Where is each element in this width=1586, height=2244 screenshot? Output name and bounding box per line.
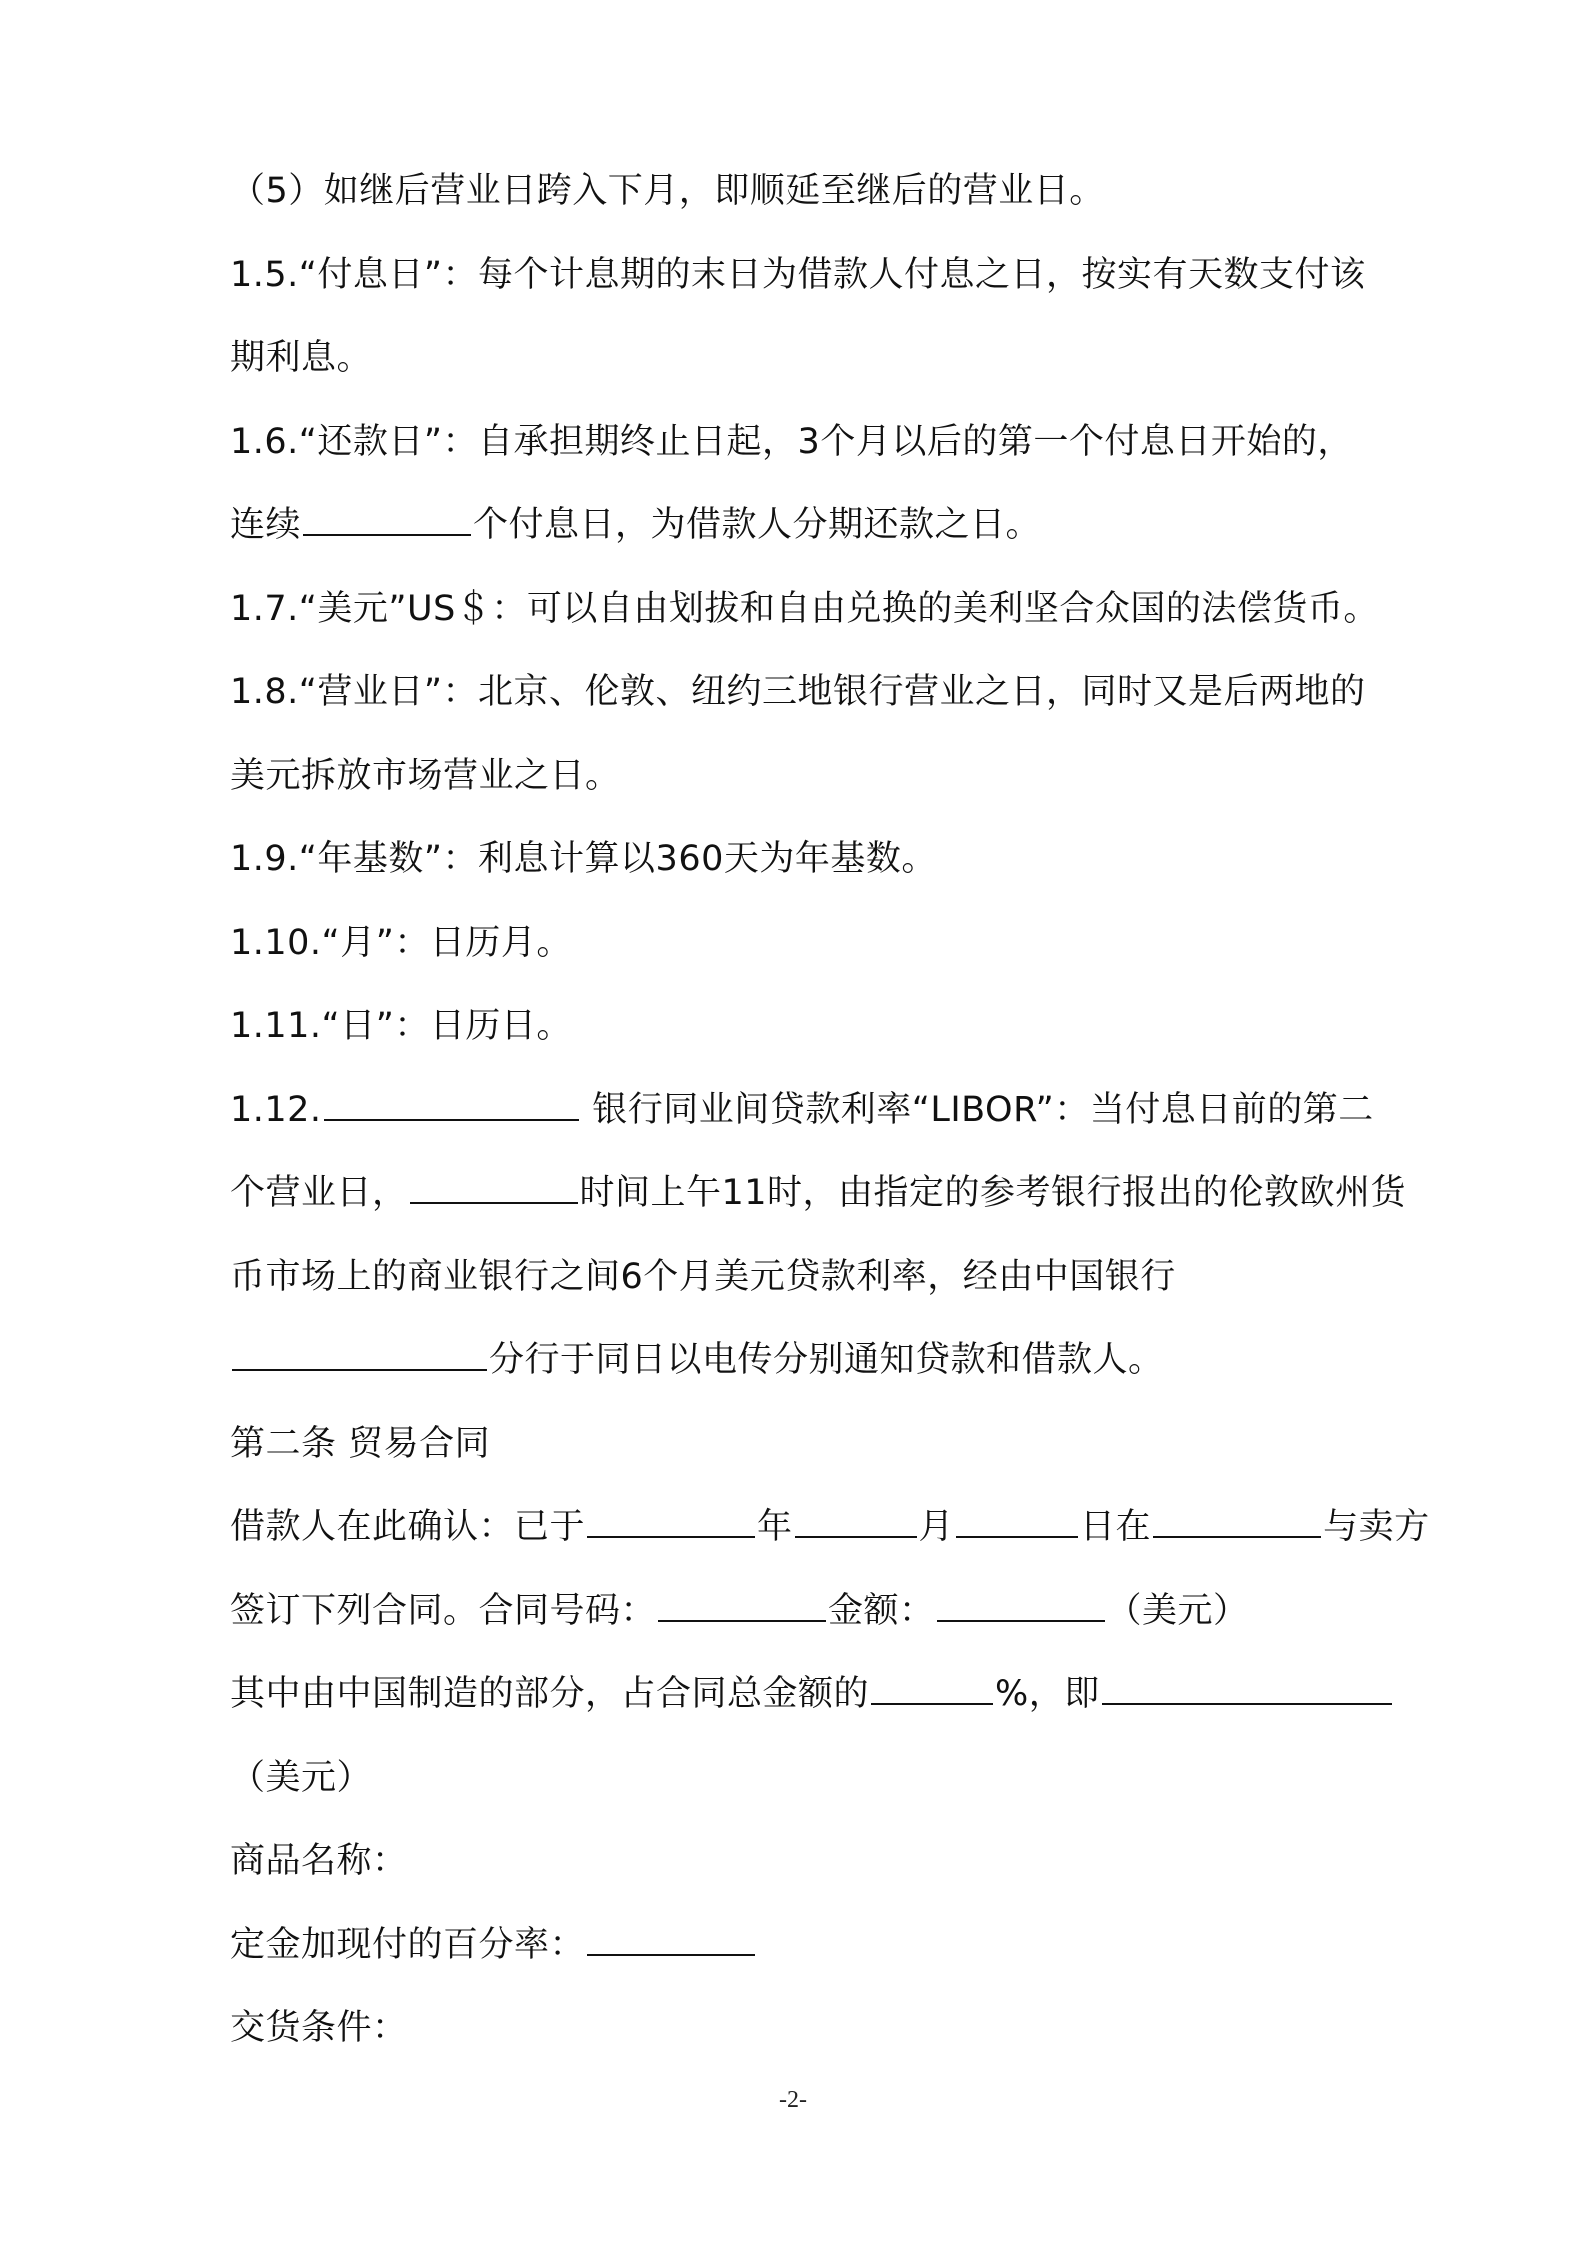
- text-line: [230, 1486, 1450, 1570]
- text-segment: 金额：: [828, 1590, 935, 1631]
- text-segment: 币市场上的商业银行之间6个月美元贷款利率，经由中国银行: [230, 1256, 1176, 1297]
- text-line: [230, 818, 1450, 902]
- text-line: [230, 651, 1450, 735]
- text-line: [230, 1152, 1450, 1236]
- text-line: [230, 1069, 1450, 1153]
- text-segment: 期利息。: [230, 338, 373, 378]
- fill-in-blank: [587, 1506, 755, 1538]
- fill-in-blank: [303, 504, 471, 536]
- text-line: [230, 1319, 1450, 1403]
- fill-in-blank: [232, 1339, 487, 1371]
- text-line: [230, 234, 1450, 318]
- text-line: [230, 150, 1450, 234]
- page-number: -2-: [779, 2087, 807, 2113]
- text-line: [230, 1987, 1450, 2071]
- text-segment: 签订下列合同。合同号码：: [230, 1590, 657, 1631]
- fill-in-blank: [956, 1506, 1078, 1538]
- text-line: [230, 1403, 1450, 1487]
- text-segment: 1.8.“营业日”：北京、伦敦、纽约三地银行营业之日，同时又是后两地的: [230, 672, 1366, 712]
- text-segment: %，即: [995, 1674, 1100, 1714]
- text-segment: 第二条 贸易合同: [230, 1423, 491, 1464]
- text-segment: 商品名称：: [230, 1841, 408, 1881]
- text-segment: 1.7.“美元”US＄：可以自由划拔和自由兑换的美利坚合众国的法偿货币。: [230, 588, 1379, 629]
- fill-in-blank: [587, 1924, 755, 1956]
- text-segment: 借款人在此确认：已于: [230, 1507, 586, 1547]
- text-segment: 1.9.“年基数”：利息计算以360天为年基数。: [230, 839, 937, 879]
- text-segment: （5）如继后营业日跨入下月，即顺延至继后的营业日。: [230, 171, 1105, 211]
- text-segment: 1.10.“月”：日历月。: [230, 922, 572, 963]
- text-segment: 1.12.: [230, 1089, 322, 1130]
- text-line: [230, 1820, 1450, 1904]
- text-segment: 1.11.“日”：日历日。: [230, 1006, 572, 1046]
- text-line: [230, 1236, 1450, 1320]
- text-segment: 交货条件：: [230, 2008, 408, 2048]
- text-segment: 个营业日，: [230, 1173, 408, 1213]
- text-segment: 个付息日，为借款人分期还款之日。: [473, 505, 1042, 545]
- text-line: [230, 568, 1450, 652]
- text-segment: 其中由中国制造的部分，占合同总金额的: [230, 1674, 870, 1714]
- text-segment: 定金加现付的百分率：: [230, 1924, 586, 1965]
- fill-in-blank: [1102, 1673, 1392, 1705]
- text-segment: （美元）: [1106, 1590, 1249, 1631]
- fill-in-blank: [795, 1506, 917, 1538]
- document-body: [230, 150, 1450, 2071]
- text-line: [230, 401, 1450, 485]
- text-segment: 1.6.“还款日”：自承担期终止日起，3个月以后的第一个付息日开始的，: [230, 421, 1353, 462]
- text-segment: 分行于同日以电传分别通知贷款和借款人。: [489, 1340, 1164, 1380]
- text-segment: （美元）: [230, 1757, 373, 1798]
- text-segment: 1.5.“付息日”：每个计息期的末日为借款人付息之日，按实有天数支付该: [230, 254, 1366, 295]
- text-segment: 时间上午11时，由指定的参考银行报出的伦敦欧州货: [579, 1173, 1407, 1213]
- fill-in-blank: [1153, 1506, 1321, 1538]
- text-line: [230, 902, 1450, 986]
- text-segment: 银行同业间贷款利率“LIBOR”：当付息日前的第二: [580, 1089, 1374, 1130]
- fill-in-blank: [871, 1673, 993, 1705]
- text-segment: 连续: [230, 505, 302, 545]
- text-segment: 与卖方: [1323, 1507, 1430, 1547]
- text-line: [230, 317, 1450, 401]
- fill-in-blank: [410, 1172, 578, 1204]
- text-line: [230, 1904, 1450, 1988]
- text-segment: 日在: [1080, 1507, 1152, 1547]
- text-line: [230, 1737, 1450, 1821]
- text-line: [230, 985, 1450, 1069]
- text-segment: 年: [757, 1507, 793, 1547]
- text-line: [230, 1570, 1450, 1654]
- fill-in-blank: [658, 1590, 826, 1622]
- fill-in-blank: [937, 1590, 1105, 1622]
- text-segment: 美元拆放市场营业之日。: [230, 755, 621, 796]
- text-line: [230, 735, 1450, 819]
- text-line: [230, 484, 1450, 568]
- text-segment: 月: [918, 1507, 955, 1547]
- fill-in-blank: [324, 1089, 579, 1121]
- text-line: [230, 1653, 1450, 1737]
